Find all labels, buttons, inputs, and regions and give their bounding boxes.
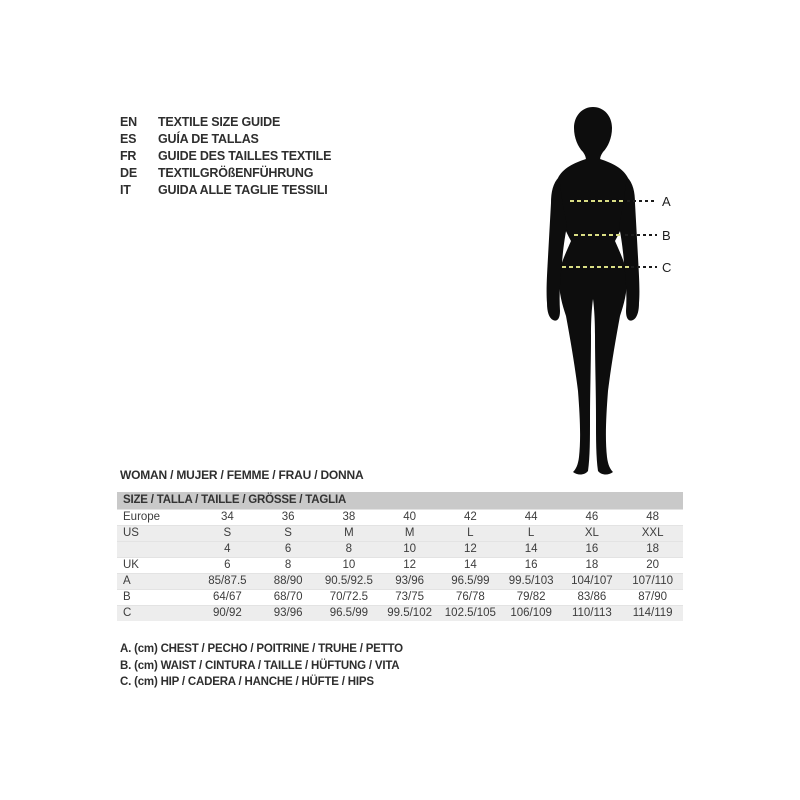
table-cell: 85/87.5 [208, 575, 247, 587]
language-item [120, 165, 331, 182]
table-cell: 16 [524, 559, 538, 571]
category-title: WOMAN / MUJER / FEMME / FRAU / DONNA [120, 468, 364, 482]
chest-line-extension [627, 200, 657, 202]
table-cell: 73/75 [395, 591, 425, 603]
chest-line-label: A [662, 194, 671, 209]
table-cell: 34 [220, 511, 234, 523]
table-cell: 4 [224, 543, 231, 555]
table-row [117, 525, 683, 541]
table-cell: M [344, 527, 354, 539]
table-row [117, 557, 683, 573]
legend-line: B. (cm) WAIST / CINTURA / TAILLE / HÜFTUNG / VITA [120, 659, 400, 672]
size-table-header [117, 492, 683, 509]
waist-line-on-body [574, 234, 621, 236]
language-label: GUÍA DE TALLAS [158, 132, 259, 146]
row-label-cell: Europe [123, 511, 161, 523]
hip-line-extension [631, 266, 657, 268]
chest-line-on-body [570, 200, 624, 202]
row-label-cell: US [123, 527, 139, 539]
table-cell: 99.5/103 [508, 575, 554, 587]
row-label-cell: C [123, 607, 132, 620]
table-row [117, 589, 683, 605]
hip-line-label: C [662, 260, 672, 275]
table-cell: 68/70 [273, 591, 303, 603]
waist-line-label: B [662, 228, 671, 243]
language-code: IT [120, 183, 131, 197]
table-row [117, 573, 683, 589]
table-cell: 44 [524, 511, 538, 523]
legend-line: C. (cm) HIP / CADERA / HANCHE / HÜFTE / HIPS [120, 676, 374, 688]
measurement-legend [120, 641, 403, 691]
table-cell: 20 [646, 559, 660, 571]
row-label-cell: A [123, 575, 131, 587]
language-code: DE [120, 166, 137, 180]
table-cell: 83/86 [577, 591, 607, 603]
table-cell: 12 [463, 543, 477, 555]
table-cell: S [223, 527, 232, 539]
row-label-cell: UK [123, 559, 139, 571]
language-label: TEXTILE SIZE GUIDE [158, 115, 281, 129]
table-cell: 106/109 [510, 607, 552, 620]
table-cell: 40 [403, 511, 417, 523]
size-table-body [117, 509, 683, 621]
table-cell: 6 [224, 559, 231, 571]
table-cell: XXL [641, 527, 664, 539]
table-cell: L [467, 527, 474, 539]
table-cell: 64/67 [212, 591, 242, 603]
table-cell: 14 [463, 559, 477, 571]
table-cell: 90.5/92.5 [324, 575, 373, 587]
table-cell: 14 [524, 543, 538, 555]
table-cell: 110/113 [571, 607, 612, 620]
table-cell: 99.5/102 [387, 607, 432, 620]
row-label-cell: B [123, 591, 131, 603]
language-label: TEXTILGRÖßENFÜHRUNG [158, 166, 314, 180]
table-cell: 88/90 [273, 575, 303, 587]
row-label-cell [117, 541, 197, 557]
table-cell: 16 [585, 543, 599, 555]
table-cell: 6 [284, 543, 292, 555]
table-cell: 36 [281, 511, 295, 523]
language-label: GUIDE DES TAILLES TEXTILE [158, 149, 332, 163]
language-item [120, 114, 331, 131]
silhouette-head-shape [574, 107, 612, 161]
table-cell: 96.5/99 [329, 607, 369, 620]
waist-line-extension [625, 234, 657, 236]
hip-line-on-body [562, 266, 629, 268]
table-cell: 107/110 [632, 575, 673, 587]
table-row [117, 541, 683, 557]
table-cell: 48 [646, 511, 660, 523]
table-cell: 79/82 [516, 591, 546, 603]
table-cell: 76/78 [455, 591, 485, 603]
table-cell: 10 [342, 559, 356, 571]
table-cell: 18 [585, 559, 599, 571]
table-cell: 18 [646, 543, 660, 555]
size-table-header-label: SIZE / TALLA / TAILLE / GRÖSSE / TAGLIA [123, 494, 347, 507]
table-row [117, 605, 683, 621]
table-cell: 10 [403, 543, 417, 555]
size-table [117, 492, 683, 621]
table-cell: 104/107 [571, 575, 613, 587]
table-cell: 102.5/105 [444, 607, 496, 620]
table-cell: 42 [463, 511, 477, 523]
table-cell: 93/96 [273, 607, 303, 620]
table-cell: 38 [342, 511, 356, 523]
table-cell: 46 [585, 511, 599, 523]
language-code: EN [120, 115, 137, 129]
language-code: FR [120, 149, 137, 163]
table-cell: S [284, 527, 292, 539]
table-cell: 12 [403, 559, 417, 571]
language-item [120, 182, 331, 199]
woman-silhouette [505, 95, 705, 485]
language-item [120, 148, 331, 165]
table-cell: 93/96 [395, 575, 425, 587]
table-cell: 8 [284, 559, 292, 571]
legend-line: A. (cm) CHEST / PECHO / POITRINE / TRUHE / PETTO [120, 643, 403, 655]
silhouette-body-shape [556, 159, 630, 475]
language-code: ES [120, 132, 137, 146]
table-cell: M [404, 527, 415, 539]
table-cell: 70/72.5 [329, 591, 369, 603]
table-cell: 96.5/99 [451, 575, 490, 587]
language-list [120, 114, 331, 199]
table-cell: 87/90 [638, 591, 668, 603]
language-label: GUIDA ALLE TAGLIE TESSILI [158, 183, 328, 197]
table-cell: L [527, 527, 535, 539]
table-cell: XL [584, 527, 599, 539]
table-cell: 90/92 [212, 607, 242, 620]
table-cell: 114/119 [632, 607, 673, 620]
table-row [117, 509, 683, 525]
language-item [120, 131, 331, 148]
size-table-header-row [117, 492, 683, 509]
table-cell: 8 [345, 543, 353, 555]
